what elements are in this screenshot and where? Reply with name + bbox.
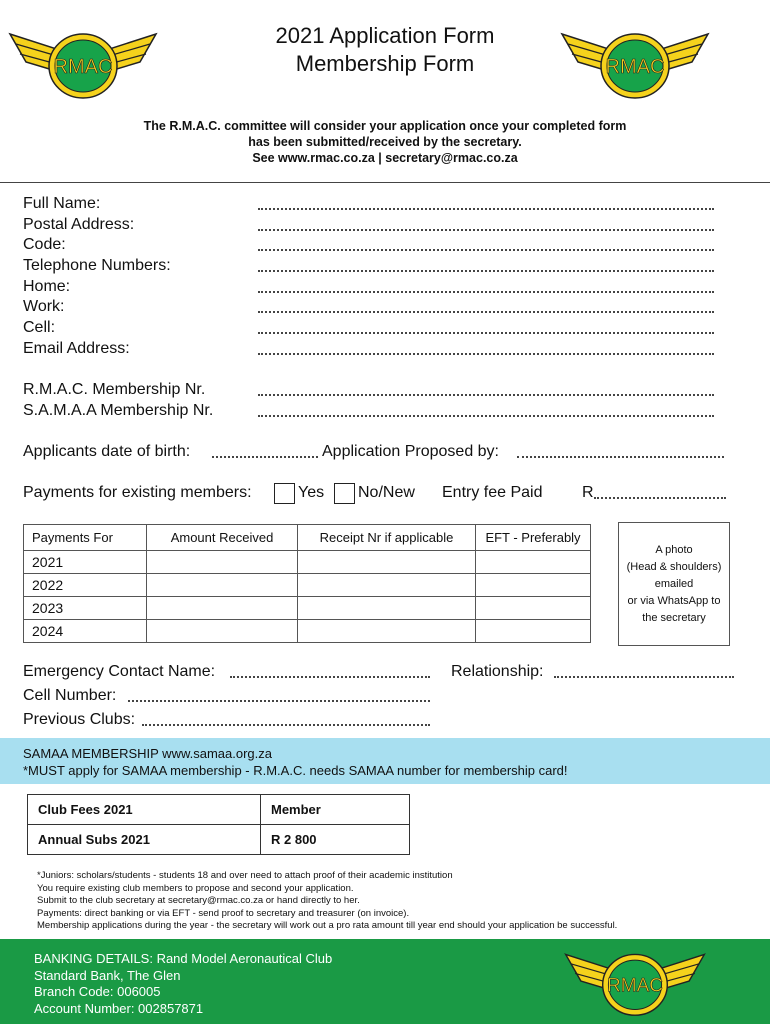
logo-text: RMAC	[605, 56, 665, 78]
table-row	[24, 551, 591, 574]
photo-line-5: the secretary	[642, 611, 706, 624]
entry-fee-field[interactable]	[594, 497, 726, 499]
samaa-line-1: SAMAA MEMBERSHIP www.samaa.org.za	[23, 746, 273, 761]
year-cell: 2023	[24, 597, 147, 620]
amount-cell[interactable]	[147, 574, 298, 597]
amount-cell[interactable]	[147, 597, 298, 620]
note-line: Submit to the club secretary at secretary@rmac.co.za or hand directly to her.	[37, 895, 360, 907]
eft-cell[interactable]	[476, 620, 591, 643]
payments-header-row	[24, 525, 591, 551]
bank-line-2: Standard Bank, The Glen	[34, 967, 181, 983]
col-eft: EFT - Preferably	[476, 525, 591, 551]
postal-address-label: Postal Address:	[23, 216, 135, 233]
code-field[interactable]	[258, 249, 714, 251]
table-row	[24, 597, 591, 620]
table-row	[28, 825, 410, 855]
intro-line-2: has been submitted/received by the secretary.	[248, 135, 522, 149]
intro-text	[0, 118, 770, 166]
previous-clubs-label: Previous Clubs:	[23, 711, 136, 728]
cell-field[interactable]	[258, 332, 714, 334]
bank-line-4: Account Number: 002857871	[34, 1000, 204, 1016]
telephone-field[interactable]	[258, 270, 714, 272]
intro-line-3: See www.rmac.co.za | secretary@rmac.co.za	[252, 151, 518, 165]
annual-subs-amount: R 2 800	[261, 825, 410, 855]
dob-label: Applicants date of birth:	[23, 443, 191, 460]
samaa-nr-label: S.A.M.A.A Membership Nr.	[23, 402, 214, 419]
eft-cell[interactable]	[476, 597, 591, 620]
proposed-label: Application Proposed by:	[322, 443, 499, 460]
logo-text: RMAC	[53, 56, 113, 78]
emergency-cell-label: Cell Number:	[23, 687, 117, 704]
emergency-contact-field[interactable]	[230, 676, 430, 678]
year-cell: 2021	[24, 551, 147, 574]
form-title	[0, 22, 770, 78]
payments-existing-label: Payments for existing members:	[23, 484, 252, 501]
yes-label: Yes	[298, 484, 325, 501]
annual-subs-label: Annual Subs 2021	[28, 825, 261, 855]
samaa-banner	[0, 738, 770, 784]
eft-cell[interactable]	[476, 551, 591, 574]
dob-field[interactable]	[212, 456, 318, 458]
emergency-contact-label: Emergency Contact Name:	[23, 663, 216, 680]
full-name-field[interactable]	[258, 208, 714, 210]
rmac-nr-label: R.M.A.C. Membership Nr.	[23, 381, 206, 398]
receipt-cell[interactable]	[298, 597, 476, 620]
photo-line-2: (Head & shoulders)	[626, 560, 722, 573]
entry-fee-label: Entry fee Paid	[442, 484, 543, 501]
note-line: Membership applications during the year - the secretary will work out a pro rata amount till year end should your application be successful.	[37, 920, 618, 932]
postal-address-field[interactable]	[258, 229, 714, 231]
cell-label: Cell:	[23, 319, 56, 336]
photo-line-4: or via WhatsApp to	[627, 594, 721, 607]
note-line: You require existing club members to propose and second your application.	[37, 882, 354, 894]
previous-clubs-field[interactable]	[142, 724, 430, 726]
rmac-nr-field[interactable]	[258, 394, 714, 396]
telephone-label: Telephone Numbers:	[23, 257, 171, 274]
work-field[interactable]	[258, 311, 714, 313]
club-fees-table	[27, 794, 410, 855]
work-label: Work:	[23, 298, 65, 315]
photo-box[interactable]	[618, 522, 730, 646]
year-cell: 2024	[24, 620, 147, 643]
note-line: *Juniors: scholars/students - students 18 and over need to attach proof of their academic institution	[37, 870, 453, 881]
banking-details	[34, 951, 332, 1017]
yes-checkbox[interactable]	[274, 483, 295, 504]
full-name-label: Full Name:	[23, 195, 101, 212]
receipt-cell[interactable]	[298, 620, 476, 643]
relationship-label: Relationship:	[451, 663, 544, 680]
relationship-field[interactable]	[554, 676, 734, 678]
eft-cell[interactable]	[476, 574, 591, 597]
logo-text: RMAC	[607, 975, 663, 997]
table-row	[28, 795, 410, 825]
receipt-cell[interactable]	[298, 574, 476, 597]
payments-table	[23, 524, 591, 643]
no-new-checkbox[interactable]	[334, 483, 355, 504]
home-field[interactable]	[258, 291, 714, 293]
notes	[37, 870, 617, 933]
bank-line-1: BANKING DETAILS: Rand Model Aeronautical Club	[34, 951, 333, 966]
proposed-field[interactable]	[517, 456, 724, 458]
member-label: Member	[261, 795, 410, 825]
table-row	[24, 574, 591, 597]
receipt-cell[interactable]	[298, 551, 476, 574]
samaa-nr-field[interactable]	[258, 415, 714, 417]
club-fees-label: Club Fees 2021	[28, 795, 261, 825]
samaa-line-2: *MUST apply for SAMAA membership - R.M.A.C. needs SAMAA number for membership card!	[23, 763, 568, 778]
col-receipt-nr: Receipt Nr if applicable	[298, 525, 476, 551]
rmac-logo-footer	[560, 943, 710, 1019]
year-cell: 2022	[24, 574, 147, 597]
code-label: Code:	[23, 236, 66, 253]
intro-line-1: The R.M.A.C. committee will consider your application once your completed form	[143, 119, 627, 133]
table-row	[24, 620, 591, 643]
email-label: Email Address:	[23, 340, 130, 357]
header-divider	[0, 182, 770, 183]
email-field[interactable]	[258, 353, 714, 355]
amount-cell[interactable]	[147, 551, 298, 574]
home-label: Home:	[23, 278, 71, 295]
no-new-label: No/New	[358, 484, 415, 501]
amount-cell[interactable]	[147, 620, 298, 643]
photo-line-1: A photo	[655, 543, 693, 556]
emergency-cell-field[interactable]	[128, 700, 430, 702]
col-amount-received: Amount Received	[147, 525, 298, 551]
entry-fee-currency: R	[582, 484, 594, 501]
bank-line-3: Branch Code: 006005	[34, 984, 161, 999]
photo-line-3: emailed	[654, 577, 694, 590]
note-line: Payments: direct banking or via EFT - send proof to secretary and treasurer (on invoice).	[37, 907, 410, 919]
col-payments-for: Payments For	[24, 525, 147, 551]
banking-banner	[0, 939, 770, 1024]
title-line-2: Membership Form	[295, 51, 475, 76]
title-line-1: 2021 Application Form	[275, 23, 495, 48]
